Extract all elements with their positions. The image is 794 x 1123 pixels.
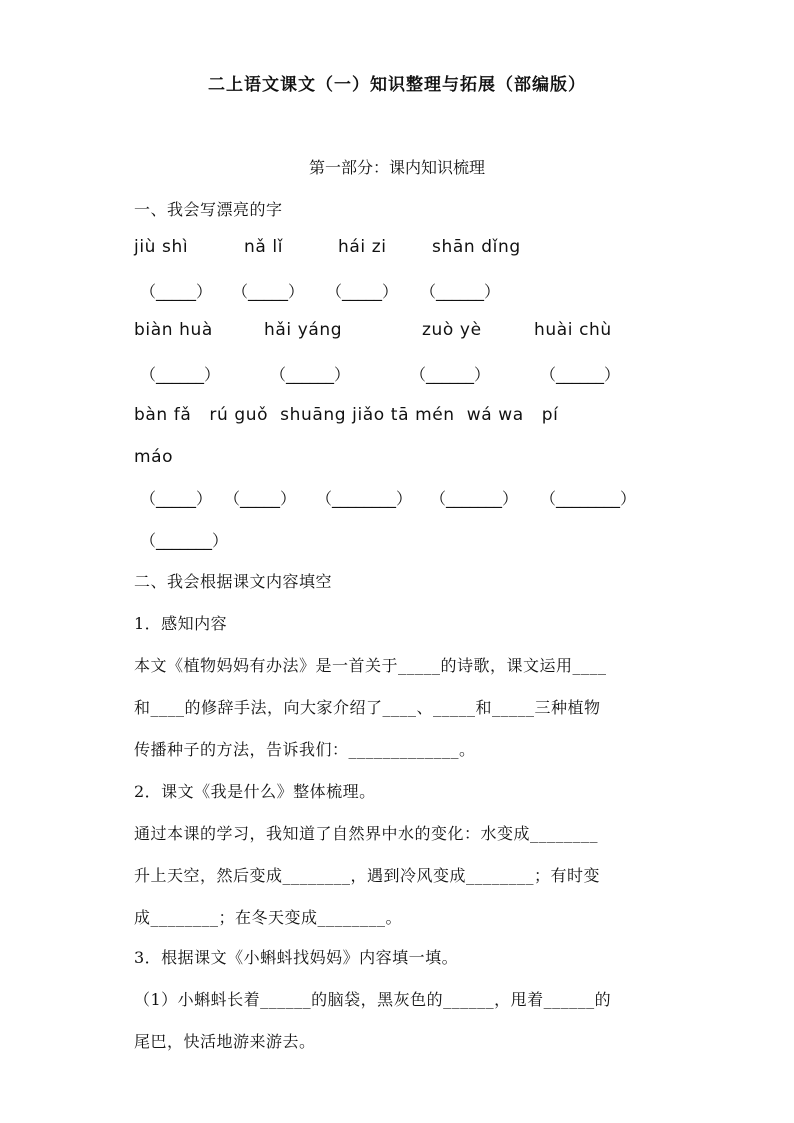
section1-heading: 一、我会写漂亮的字 [134,200,283,219]
pinyin-item: nǎ lǐ [244,237,284,257]
q3-line: （1）小蝌蚪长着______的脑袋，黑灰色的______，甩着______的 [134,990,612,1009]
answer-blank: （______） [140,365,221,384]
answer-blank: （______） [270,365,351,384]
q3-line: 尾巴，快活地游来游去。 [134,1032,316,1051]
pinyin-item: jiù shì [134,237,189,257]
pinyin-item: shān dǐng [432,237,521,257]
q2-line: 通过本课的学习，我知道了自然界中水的变化：水变成________ [134,824,599,843]
answer-blank: （_____） [224,489,297,508]
q1-line: 本文《植物妈妈有办法》是一首关于_____的诗歌，课文运用____ [134,656,607,675]
pinyin-row-3: bàn fǎ rú guǒ shuāng jiǎo tā mén wá wa pí [134,405,559,425]
q3-title: 3．根据课文《小蝌蚪找妈妈》内容填一填。 [134,948,459,967]
answer-blank: （_____） [232,282,305,301]
answer-blank: （_______） [430,489,519,508]
q1-line: 传播种子的方法，告诉我们：_____________。 [134,740,476,759]
q2-line: 升上天空，然后变成________，遇到冷风变成________；有时变 [134,866,601,885]
pinyin-row-3-cont: máo [134,447,174,467]
answer-blank: （________） [316,489,413,508]
pinyin-item: zuò yè [422,320,482,340]
pinyin-item: hái zi [338,237,387,257]
answer-blank: （______） [540,365,621,384]
answer-blank: （________） [540,489,637,508]
q1-title: 1．感知内容 [134,614,228,633]
answer-blank: （_____） [140,282,213,301]
q1-line: 和____的修辞手法，向大家介绍了____、_____和_____三种植物 [134,698,601,717]
answer-blank: （______） [420,282,501,301]
pinyin-item: biàn huà [134,320,213,340]
answer-blank: （______） [410,365,491,384]
section2-heading: 二、我会根据课文内容填空 [134,572,333,591]
pinyin-item: huài chù [534,320,612,340]
q2-line: 成________；在冬天变成________。 [134,908,403,927]
document-title: 二上语文课文（一）知识整理与拓展（部编版） [208,75,586,95]
q2-title: 2．课文《我是什么》整体梳理。 [134,782,376,801]
answer-blank: （_____） [140,489,213,508]
part-title: 第一部分：课内知识梳理 [308,158,485,177]
answer-blank: （_______） [140,531,229,550]
answer-blank: （_____） [326,282,399,301]
pinyin-item: hǎi yáng [264,320,343,340]
